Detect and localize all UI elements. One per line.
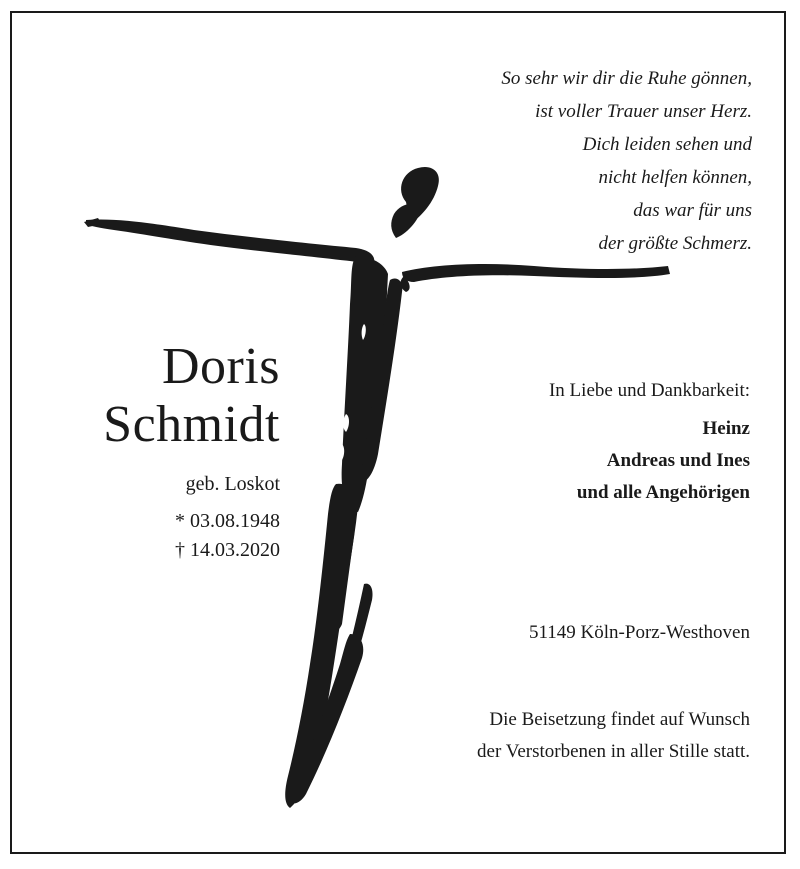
poem-line: nicht helfen können,: [598, 167, 752, 188]
first-name: Doris: [161, 338, 280, 395]
poem-line: der größte Schmerz.: [598, 233, 752, 254]
birth-date: * 03.08.1948: [175, 510, 280, 532]
poem-line: ist voller Trauer unser Herz.: [535, 101, 752, 122]
mourners: [549, 375, 750, 509]
mourner-name: und alle Angehörigen: [576, 482, 750, 503]
burial-notice: [477, 704, 750, 768]
deceased-name: [103, 338, 280, 454]
notice-line: der Verstorbenen in aller Stille statt.: [477, 741, 750, 762]
mourner-name: Heinz: [702, 418, 750, 439]
poem: [501, 62, 752, 260]
life-dates: [175, 470, 280, 565]
poem-line: So sehr wir dir die Ruhe gönnen,: [501, 68, 752, 89]
birth-name: geb. Loskot: [185, 473, 280, 495]
death-date: † 14.03.2020: [175, 539, 280, 561]
mourners-intro: In Liebe und Dankbarkeit:: [548, 380, 750, 401]
poem-line: das war für uns: [633, 200, 752, 221]
mourner-name: Andreas und Ines: [606, 450, 750, 471]
last-name: Schmidt: [103, 396, 280, 453]
poem-line: Dich leiden sehen und: [582, 134, 752, 155]
place: 51149 Köln-Porz-Westhoven: [529, 622, 750, 643]
notice-line: Die Beisetzung findet auf Wunsch: [489, 709, 750, 730]
